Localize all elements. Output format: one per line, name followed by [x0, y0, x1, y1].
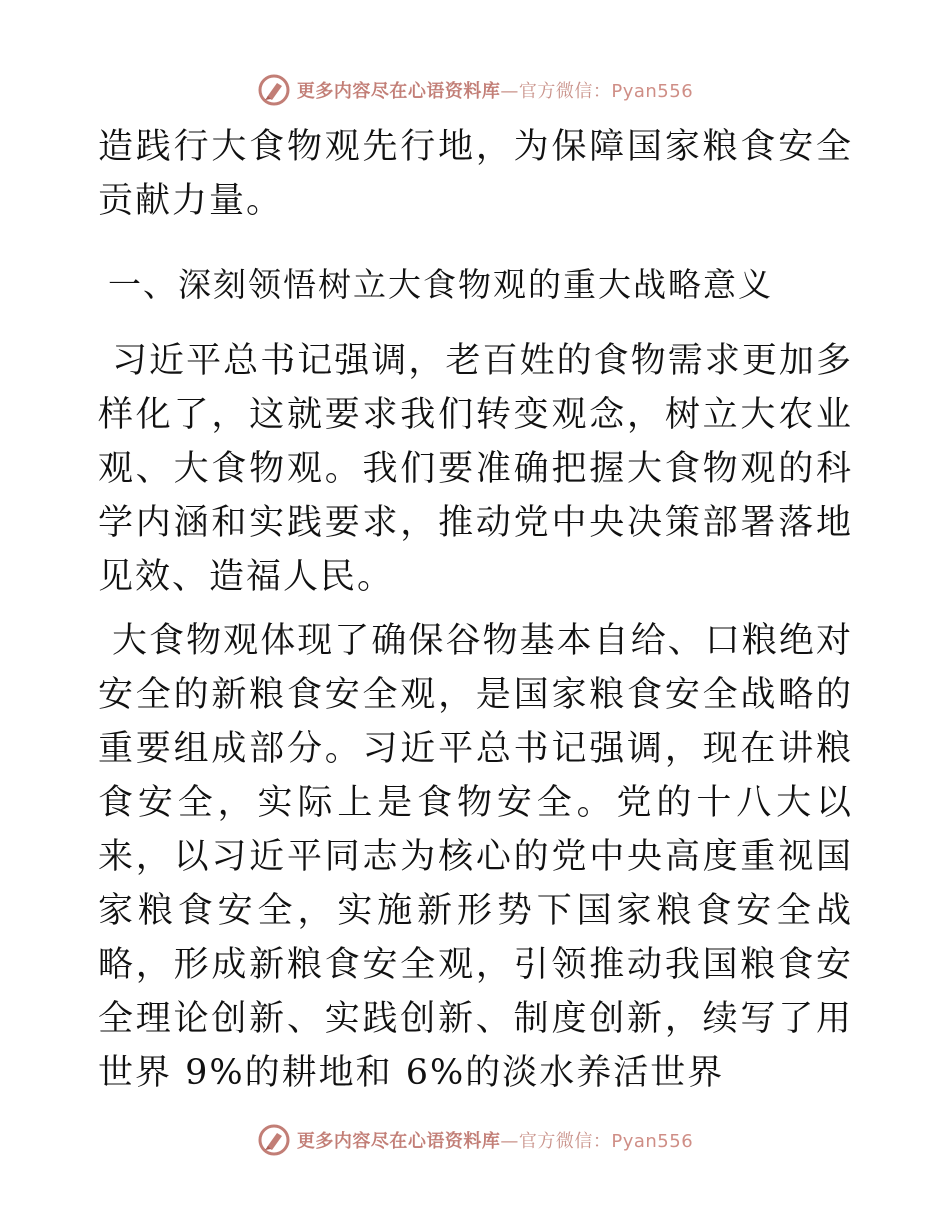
paragraph-continuation: 造践行大食物观先行地，为保障国家粮食安全贡献力量。	[98, 127, 853, 221]
watermark-brand: 更多内容尽在心语资料库	[296, 81, 501, 102]
watermark-brand: 更多内容尽在心语资料库	[296, 1131, 501, 1152]
paragraph-3: 大食物观体现了确保谷物基本自给、口粮绝对安全的新粮食安全观，是国家粮食安全战略的重要组成部分。习近平总书记强调，现在讲粮食安全，实际上是食物安全。党的十八大以来，以习近平同志为核心的党中央高度重视国家粮食安全，实施新形势下国家粮食安全战略，形成新粮食安全观，引领推动我国粮食安全理论创新、实践创新、制度创新，续写了用世界 9%的耕地和 6%的淡水养活世界	[98, 621, 853, 1093]
watermark-separator: —	[500, 1131, 519, 1152]
watermark-wechat-id: Pyan556	[611, 1131, 694, 1152]
header-watermark	[0, 70, 950, 110]
watermark-text	[297, 1127, 693, 1153]
brand-logo-icon	[257, 73, 291, 107]
footer-watermark	[0, 1120, 950, 1160]
brand-logo-icon	[257, 1123, 291, 1157]
watermark-suffix: 官方微信：	[518, 1131, 612, 1152]
watermark-wechat-id: Pyan556	[611, 81, 694, 102]
watermark-text	[297, 77, 693, 103]
watermark-separator: —	[500, 81, 519, 102]
section-heading: 一、深刻领悟树立大食物观的重大战略意义	[108, 265, 773, 304]
watermark-suffix: 官方微信：	[518, 81, 612, 102]
paragraph-2: 习近平总书记强调，老百姓的食物需求更加多样化了，这就要求我们转变观念，树立大农业观、大食物观。我们要准确把握大食物观的科学内涵和实践要求，推动党中央决策部署落地见效、造福人民。	[98, 341, 853, 597]
document-body	[98, 120, 853, 1110]
